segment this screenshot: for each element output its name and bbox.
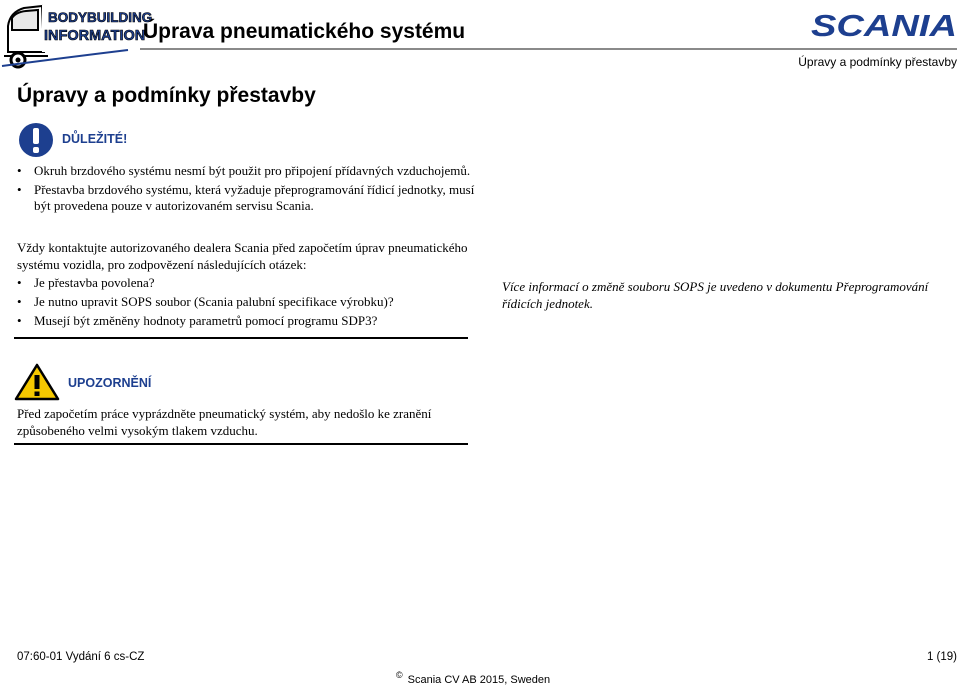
svg-text:SCANIA: SCANIA (811, 8, 957, 43)
header-divider (140, 48, 957, 50)
section-heading: Úpravy a podmínky přestavby (17, 84, 316, 107)
page-number: 1 (19) (926, 651, 957, 663)
section-subtitle: Úpravy a podmínky přestavby (798, 55, 957, 69)
logo-text-line1: BODYBUILDING (48, 10, 153, 25)
sops-note: Více informací o změně souboru SOPS je uvedeno v dokumentu Přeprogramování řídicích jednotek. (502, 279, 929, 311)
copyright-symbol: © (396, 670, 403, 680)
warning-text: Před započetím práce vyprázdněte pneumatický systém, aby nedošlo ke zranění způsobeného velmi vysokým tlakem vzduchu. (17, 406, 432, 438)
copyright (396, 670, 551, 686)
scania-wordmark (810, 10, 958, 42)
bodybuilding-information-logo (2, 0, 153, 72)
warning-label: UPOZORNĚNÍ (68, 376, 152, 390)
warning-triangle-icon (14, 363, 60, 401)
questions-list (17, 275, 487, 332)
document-title: Úprava pneumatického systému (143, 20, 466, 43)
warning-end-rule (14, 443, 468, 445)
important-label: DŮLEŽITÉ! (62, 132, 128, 146)
logo-text-line2: INFORMATION (44, 28, 146, 44)
question-item: • Je přestavba povolena? (17, 275, 487, 291)
important-list (17, 163, 487, 217)
copyright-text: Scania CV AB 2015, Sweden (407, 674, 551, 686)
contact-paragraph: Vždy kontaktujte autorizovaného dealera Scania před započetím úprav pneumatického systému vozidla, pro zodpovězení následujících otázek: (17, 240, 468, 272)
question-item: • Musejí být změněny hodnoty parametrů pomocí programu SDP3? (17, 313, 487, 329)
important-item: • Okruh brzdového systému nesmí být použit pro připojení přídavných vzduchojemů. (17, 163, 487, 179)
document-id: 07:60-01 Vydání 6 cs-CZ (17, 651, 145, 663)
important-item: • Přestavba brzdového systému, která vyžaduje přeprogramování řídicí jednotky, musí být provedena pouze v autorizovaném servisu Scania. (17, 182, 487, 214)
important-end-rule (14, 337, 468, 339)
exclamation-circle-icon (18, 122, 54, 158)
question-item: • Je nutno upravit SOPS soubor (Scania palubní specifikace výrobku)? (17, 294, 487, 310)
